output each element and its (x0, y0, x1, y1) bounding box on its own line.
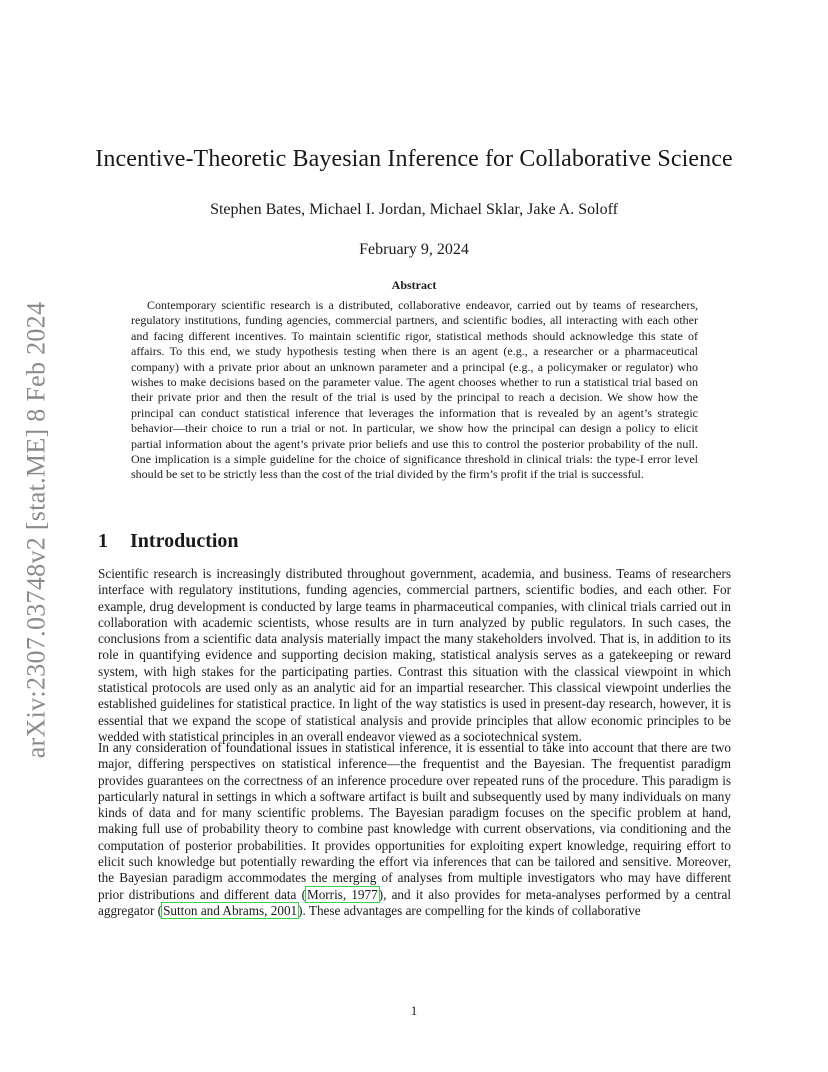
author-list: Stephen Bates, Michael I. Jordan, Michael Sklar, Jake A. Soloff (210, 201, 618, 218)
arxiv-identifier-stamp (8, 290, 64, 770)
abstract-text: Contemporary scientific research is a distributed, collaborative endeavor, carried out by teams of researchers, regulatory institutions, funding agencies, commercial partners, and scientific bodies, all interacting with each other and facing different incentives. To maintain scientific rigor, statistical methods should acknowledge this state of affairs. To this end, we study hypothesis testing when there is an agent (e.g., a researcher or a pharmaceutical company) with a private prior about an unknown parameter and a principal (e.g., a policymaker or regulator) who wishes to make decisions based on the parameter value. The agent chooses whether to run a statistical trial based on their private prior and then the result of the trial is used by the principal to reach a decision. We show how the principal can conduct statistical inference that leverages the information that is revealed by an agent’s strategic behavior—their choice to run a trial or not. In particular, we show how the principal can design a policy to elicit partial information about the agent’s private prior beliefs and use this to control the posterior probability of the null. One implication is a simple guideline for the choice of significance threshold in clinical trials: the type-I error level should be set to be strictly less than the cost of the trial divided by the firm’s profit if the trial is successful. (131, 298, 698, 482)
section-heading (98, 530, 239, 553)
section-number: 1 (98, 530, 108, 552)
abstract-heading: Abstract (391, 278, 437, 292)
body-paragraph (98, 740, 731, 919)
page-number: 1 (410, 1003, 418, 1018)
citation-link-morris[interactable]: Morris, 1977 (306, 886, 378, 902)
citation-link-sutton-abrams[interactable]: Sutton and Abrams, 2001 (163, 902, 298, 918)
paper-title: Incentive-Theoretic Bayesian Inference for Collaborative Science (95, 146, 733, 172)
arxiv-id-text: arXiv:2307.03748v2 [stat.ME] 8 Feb 2024 (21, 301, 51, 759)
paragraph-text: ), and it also provides for meta-analyses performed by a central aggregator ( (98, 886, 731, 918)
paragraph-text: ). These advantages are compelling for the kinds of collaborative (298, 902, 641, 918)
body-paragraph: Scientific research is increasingly distributed throughout government, academia, and business. Teams of researchers interface with regulatory institutions, funding agencies, commercial partners, scientific bodies, and each other. For example, drug development is conducted by large teams in pharmaceutical companies, with clinical trials carried out in collaboration with academic scientists, whose results are in turn analyzed by public regulators. In such cases, the conclusions from a scientific data analysis materially impact the many stakeholders involved. That is, in addition to its role in quantifying evidence and supporting decision making, statistical analysis serves as a gatekeeping or reward system, with high stakes for the participating parties. Contrast this situation with the classical viewpoint in which statistical protocols are used only as an analytic aid for an impartial researcher. This classical viewpoint underlies the established guidelines for statistical practice. In light of the way statistics is used in present-day research, however, it is essential that we expand the scope of statistical analysis and provide principles that allow economic principles to be wedded with statistical principles in an overall endeavor viewed as a sociotechnical system. (98, 566, 731, 744)
paragraph-text: In any consideration of foundational issues in statistical inference, it is essential to take into account that there are two major, differing perspectives on statistical inference—the frequentist and the Bayesian. The frequentist paradigm provides guarantees on the correctness of an inference procedure over repeated runs of the procedure. This paradigm is particularly natural in settings in which a software artifact is built and subsequently used by many individuals on many kinds of data and for many scientific problems. The Bayesian paradigm focuses on the specific problem at hand, making full use of probability theory to combine past knowledge with current observations, via conditioning and the computation of posterior probabilities. It provides opportunities for exploiting expert knowledge, requiring effort to elicit such knowledge but potentially rewarding the effort via inferences that can be tailored and sensitive. Moreover, the Bayesian paradigm accommodates the merging of analyses from multiple investigators who may have different prior distributions and different data ( (98, 740, 731, 902)
publication-date: February 9, 2024 (359, 241, 469, 258)
section-title: Introduction (130, 530, 239, 552)
